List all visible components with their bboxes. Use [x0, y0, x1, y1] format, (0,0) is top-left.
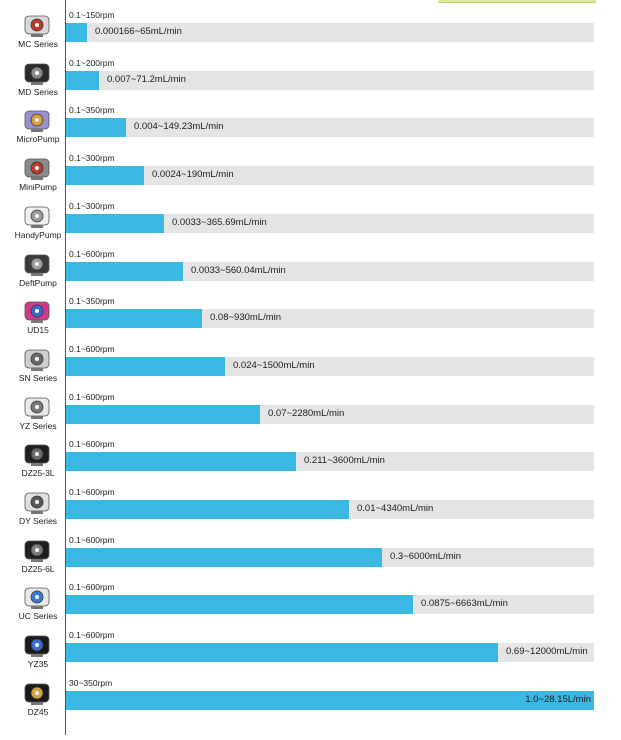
- deftpump-icon: [22, 249, 52, 279]
- flow-rate-data-label: 0.000166~65mL/min: [95, 26, 182, 37]
- flow-rate-bar: [66, 23, 87, 42]
- bar-track: [66, 309, 594, 328]
- bar-track: [66, 500, 594, 519]
- speed-range-label: 0.1~300rpm: [69, 200, 115, 211]
- bar-track: [66, 452, 594, 471]
- speed-range-label: 0.1~600rpm: [69, 630, 115, 641]
- pump-name-label: DY Series: [18, 516, 58, 526]
- flow-rate-data-label: 0.024~1500mL/min: [233, 359, 315, 371]
- bar-track: [66, 595, 594, 614]
- speed-range-label: 0.1~300rpm: [69, 153, 115, 164]
- pump-name-label: HandyPump: [14, 229, 62, 240]
- sn-series-pump-icon: [22, 344, 52, 374]
- flow-rate-data-label: 0.0033~560.04mL/min: [191, 264, 286, 276]
- pump-name-label: YZ35: [27, 659, 49, 670]
- flow-rate-data-label: 0.004~149.23mL/min: [134, 121, 224, 133]
- chart-row: [0, 344, 621, 390]
- bar-track: [66, 262, 594, 281]
- pump-name-label: UC Series: [18, 611, 58, 622]
- flow-rate-bar: [66, 643, 498, 662]
- chart-row: [0, 249, 621, 295]
- chart-row: [0, 630, 621, 676]
- bar-track: [66, 548, 594, 567]
- chart-row: [0, 535, 621, 581]
- speed-range-label: 0.1~600rpm: [69, 343, 115, 354]
- flow-rate-bar: [66, 309, 202, 328]
- flow-rate-data-label: 0.0875~6663mL/min: [421, 598, 508, 610]
- flow-rate-data-label: 0.0033~365.69mL/min: [172, 216, 267, 228]
- chart-row: [0, 582, 621, 628]
- flow-rate-data-label: 0.211~3600mL/min: [304, 455, 385, 467]
- flow-rate-data-label: 0.07~2280mL/min: [268, 407, 345, 419]
- pump-name-label: DeftPump: [19, 277, 57, 288]
- flow-rate-bar: [66, 118, 126, 137]
- flow-rate-bar: [66, 166, 144, 185]
- bar-track: [66, 23, 594, 42]
- bar-track: [66, 405, 594, 424]
- dz45-pump-icon: [22, 678, 52, 708]
- speed-range-label: 0.1~600rpm: [69, 534, 115, 545]
- flow-rate-bar: [66, 405, 260, 424]
- bar-track: [66, 118, 594, 137]
- pump-name-label: MiniPump: [19, 182, 57, 193]
- pump-name-label: DZ25-3L: [21, 468, 55, 479]
- flow-rate-data-label: 0.007~71.2mL/min: [107, 73, 186, 85]
- bar-track: [66, 691, 594, 710]
- chart-row: [0, 678, 621, 724]
- flow-rate-bar: [66, 452, 296, 471]
- flow-rate-data-label: 0.08~930mL/min: [210, 312, 282, 324]
- flow-rate-bar: [66, 262, 183, 281]
- chart-row: [0, 296, 621, 342]
- ud15-pump-icon: [22, 296, 52, 326]
- bar-track: [66, 214, 594, 233]
- flow-rate-bar: [66, 691, 594, 710]
- flow-rate-bar: [66, 214, 164, 233]
- speed-range-label: 0.1~600rpm: [69, 439, 115, 450]
- dz25-6l-pump-icon: [22, 535, 52, 565]
- speed-range-label: 0.1~600rpm: [69, 391, 115, 402]
- chart-row: [0, 392, 621, 438]
- md-series-pump-icon: [22, 58, 52, 88]
- flow-rate-bar: [66, 71, 99, 90]
- flow-rate-bar: [66, 595, 413, 614]
- minipump-icon: [22, 153, 52, 183]
- yz-series-pump-icon: [22, 392, 52, 422]
- handypump-icon: [22, 201, 52, 231]
- bar-track: [66, 166, 594, 185]
- pump-name-label: YZ Series: [19, 420, 57, 431]
- mc-series-pump-icon: [22, 10, 52, 40]
- header-strip: [438, 0, 596, 3]
- flow-rate-bar: [66, 548, 382, 567]
- flow-rate-data-label: 0.69~12000mL/min: [506, 646, 588, 658]
- flow-rate-data-label: 0.3~6000mL/min: [390, 550, 462, 562]
- pump-name-label: DZ45: [27, 706, 49, 717]
- speed-range-label: 0.1~350rpm: [69, 296, 115, 307]
- chart-row: [0, 201, 621, 247]
- chart-row: [0, 10, 621, 56]
- chart-row: [0, 487, 621, 533]
- chart-row: [0, 153, 621, 199]
- chart-row: [0, 105, 621, 151]
- speed-range-label: 0.1~200rpm: [69, 57, 115, 68]
- speed-range-label: 0.1~600rpm: [69, 248, 115, 259]
- bar-track: [66, 357, 594, 376]
- micropump-icon: [22, 105, 52, 135]
- yz35-pump-icon: [22, 630, 52, 660]
- flow-rate-data-label: 0.0024~190mL/min: [152, 169, 234, 181]
- speed-range-label: 0.1~350rpm: [69, 105, 115, 116]
- flow-rate-data-label: 1.0~28.15L/min: [525, 693, 591, 705]
- chart-row: [0, 439, 621, 485]
- pump-name-label: SN Series: [18, 372, 58, 383]
- pump-name-label: UD15: [27, 325, 49, 336]
- pump-name-label: MD Series: [18, 86, 58, 97]
- bar-track: [66, 71, 594, 90]
- dy-series-pump-icon: [22, 487, 52, 517]
- speed-range-label: 0.1~600rpm: [69, 487, 115, 497]
- flow-rate-bar: [66, 500, 349, 519]
- uc-series-pump-icon: [22, 582, 52, 612]
- speed-range-label: 30~350rpm: [69, 677, 113, 688]
- dz25-3l-pump-icon: [22, 439, 52, 469]
- flow-rate-bar: [66, 357, 225, 376]
- speed-range-label: 0.1~150rpm: [69, 10, 115, 20]
- pump-name-label: DZ25-6L: [21, 563, 55, 574]
- speed-range-label: 0.1~600rpm: [69, 582, 115, 593]
- pump-name-label: MC Series: [18, 39, 58, 49]
- bar-track: [66, 643, 594, 662]
- flow-rate-data-label: 0.01~4340mL/min: [357, 503, 434, 514]
- pump-name-label: MicroPump: [16, 134, 60, 145]
- chart-row: [0, 58, 621, 104]
